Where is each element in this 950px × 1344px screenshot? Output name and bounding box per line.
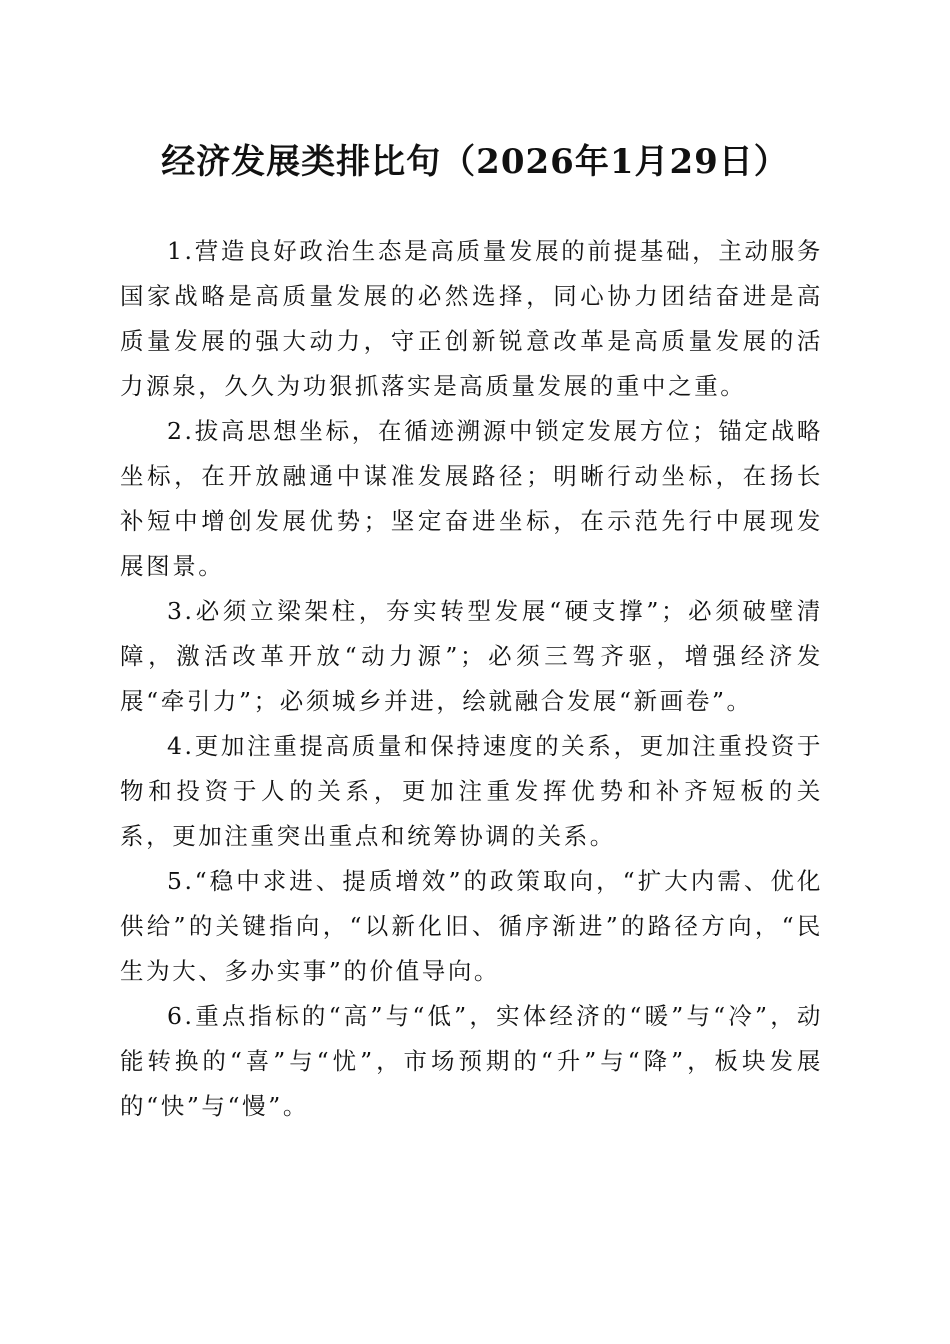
paragraph-1: 1.营造良好政治生态是高质量发展的前提基础，主动服务国家战略是高质量发展的必然选择，同心协力团结奋进是高质量发展的强大动力，守正创新锐意改革是高质量发展的活力源泉，久久为功狠抓落实是高质量发展的重中之重。 — [120, 237, 823, 400]
paragraph-5: 5.“稳中求进、提质增效”的政策取向，“扩大内需、优化供给”的关键指向，“以新化旧、循序渐进”的路径方向，“民生为大、多办实事”的价值导向。 — [120, 867, 823, 985]
paragraph-6: 6.重点指标的“高”与“低”，实体经济的“暖”与“冷”，动能转换的“喜”与“忧”，市场预期的“升”与“降”，板块发展的“快”与“慢”。 — [120, 1002, 823, 1120]
paragraph-4: 4.更加注重提高质量和保持速度的关系，更加注重投资于物和投资于人的关系，更加注重发挥优势和补齐短板的关系，更加注重突出重点和统筹协调的关系。 — [120, 732, 823, 850]
paragraph-3: 3.必须立梁架柱，夯实转型发展“硬支撑”；必须破壁清障，激活改革开放“动力源”；必须三驾齐驱，增强经济发展“牵引力”；必须城乡并进，绘就融合发展“新画卷”。 — [120, 597, 823, 715]
document-title: 经济发展类排比句（2026年1月29日） — [161, 142, 789, 182]
paragraph-2: 2.拔高思想坐标，在循迹溯源中锁定发展方位；锚定战略坐标，在开放融通中谋准发展路径；明晰行动坐标，在扬长补短中增创发展优势；坚定奋进坐标，在示范先行中展现发展图景。 — [120, 417, 823, 580]
document-body — [120, 229, 823, 1129]
